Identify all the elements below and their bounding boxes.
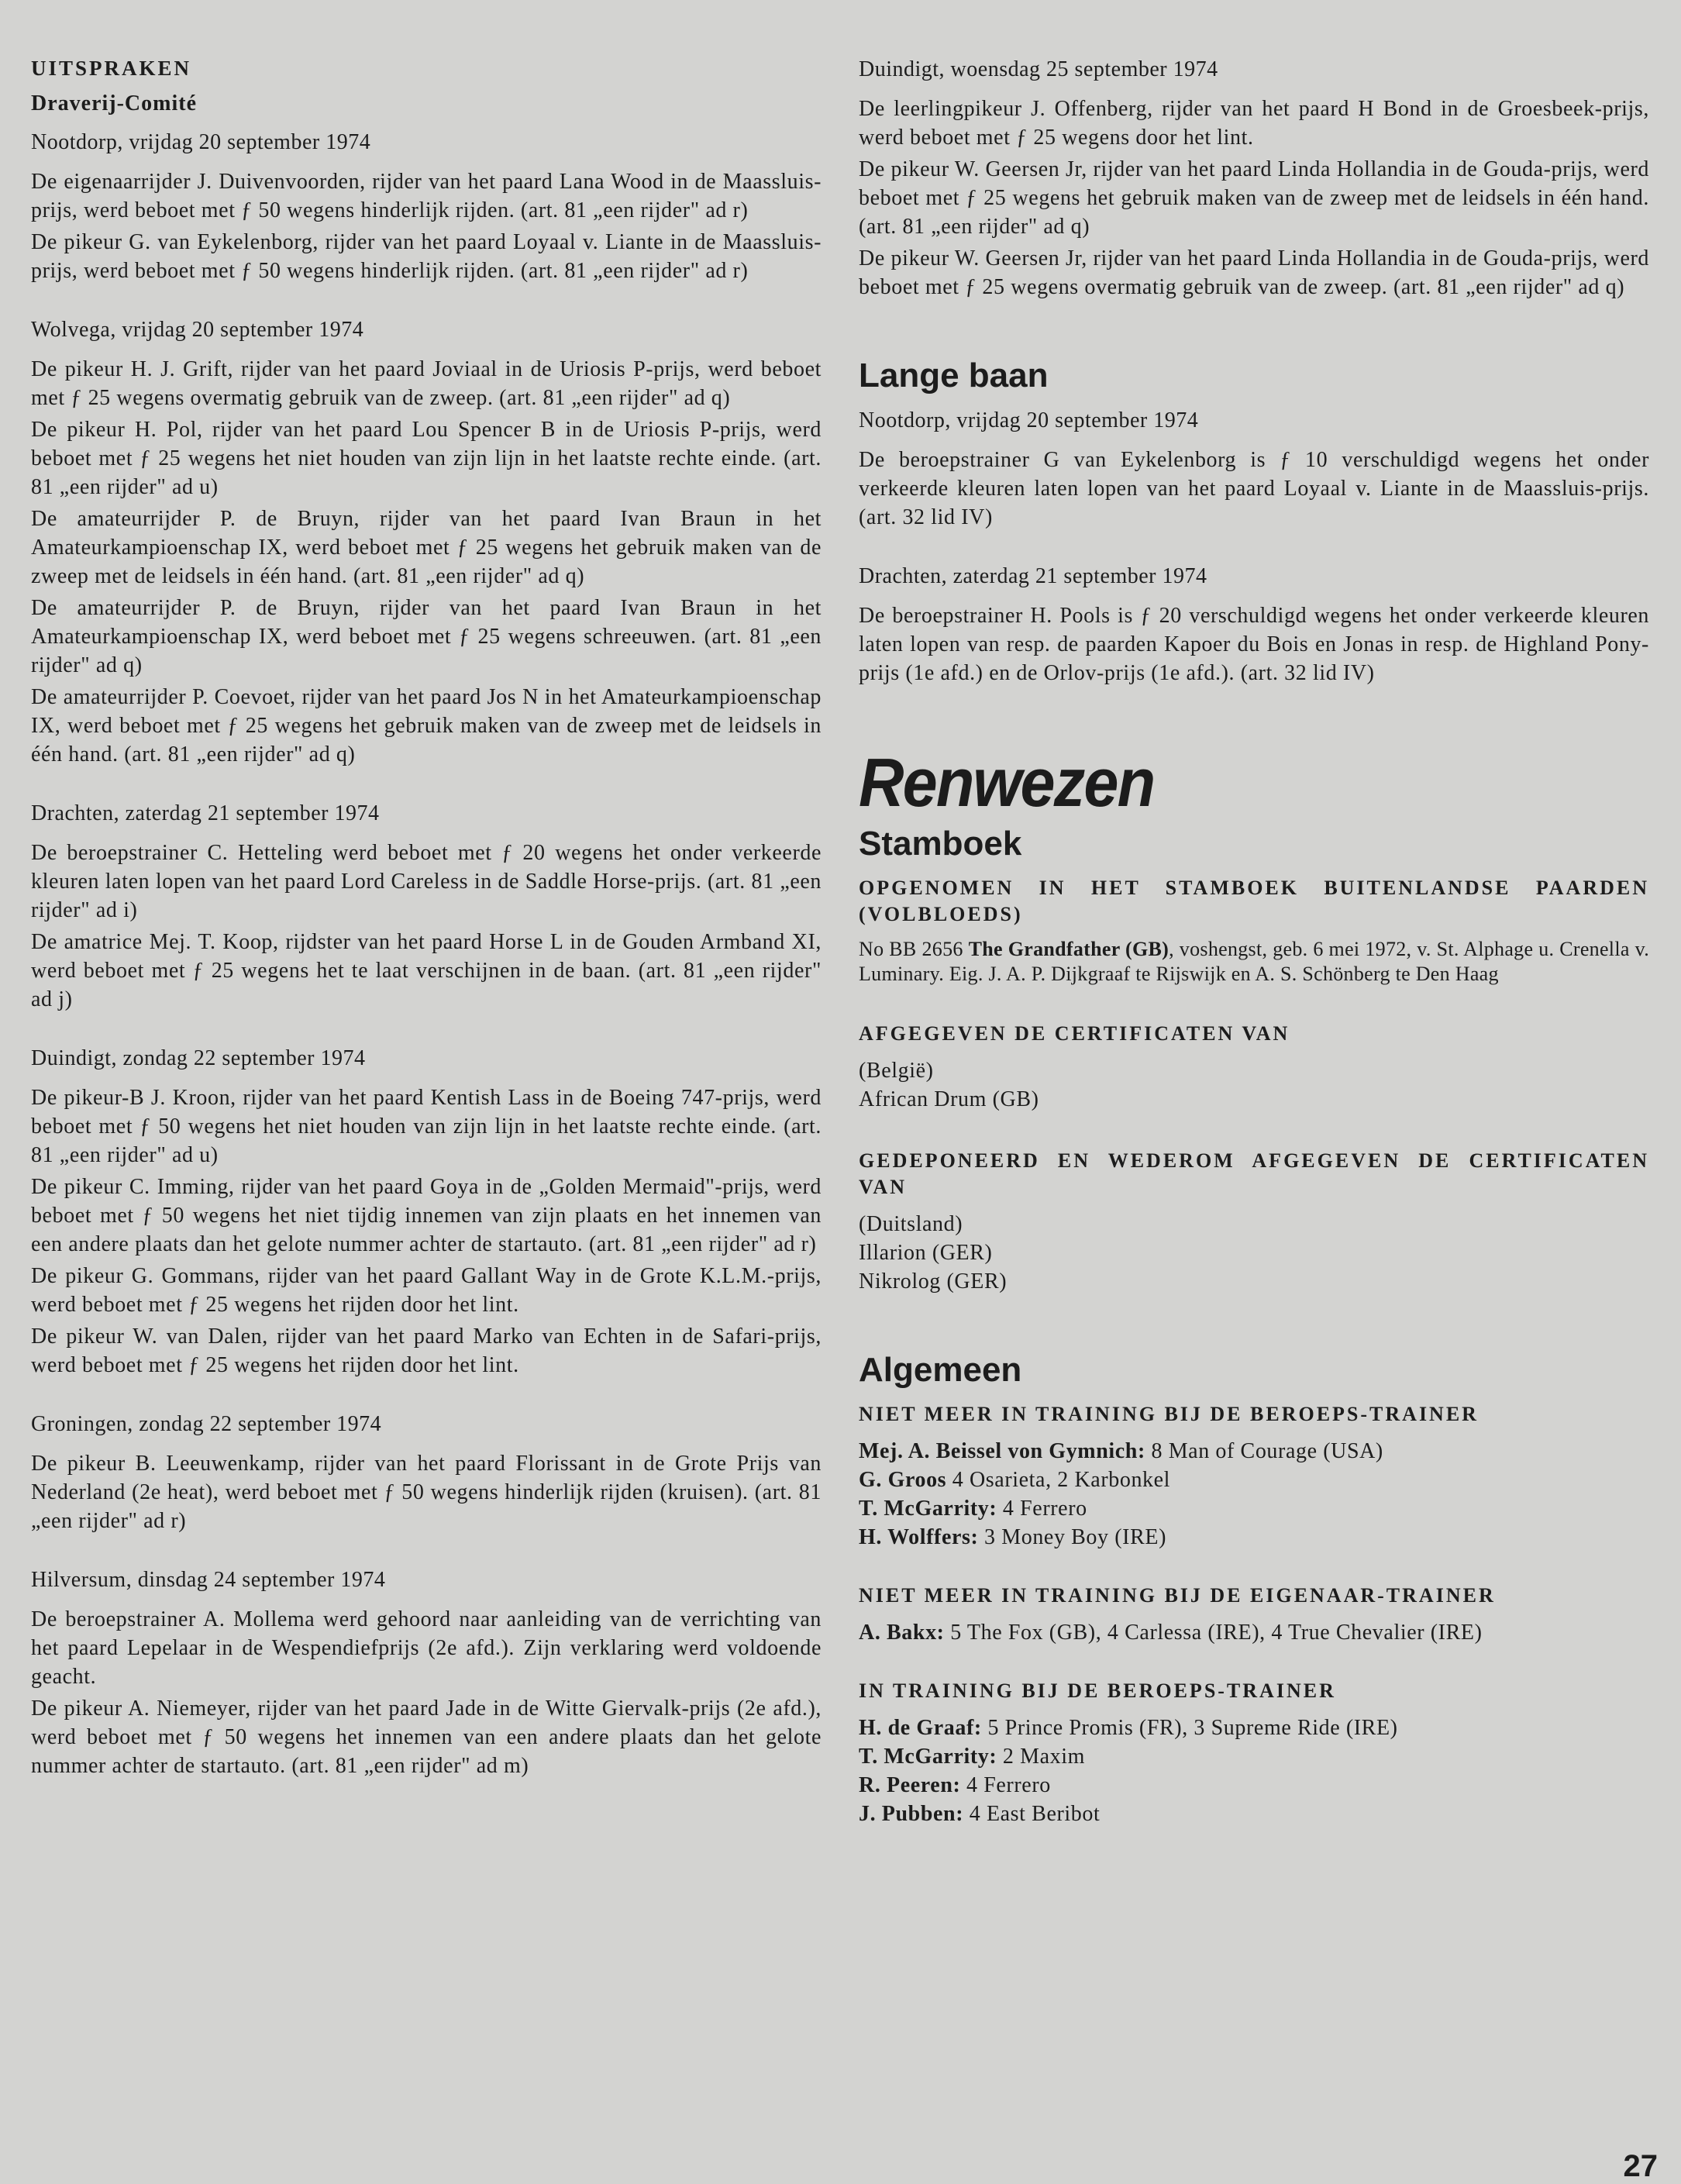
- registration-entry: [859, 937, 1649, 987]
- trainer-line: [859, 1523, 1649, 1552]
- ruling-entry: De leerlingpikeur J. Offenberg, rijder van het paard H Bond in de Groesbeek-prijs, werd beboet met ƒ 25 wegens door het lint.: [859, 97, 1649, 150]
- ruling-entry: De beroepstrainer A. Mollema werd gehoord naar aanleiding van de verrichting van het paard Lepelaar in de Wespendiefprijs (2e afd.). Zijn verklaring werd voldoende geacht.: [31, 1607, 822, 1689]
- horses: 4 Osarieta, 2 Karbonkel: [946, 1468, 1171, 1492]
- ruling-block: [31, 1566, 822, 1780]
- deposited-country: (Duitsland): [859, 1212, 963, 1236]
- ruling-entry: De pikeur G. Gommans, rijder van het paard Gallant Way in de Grote K.L.M.-prijs, werd beboet met ƒ 25 wegens het rijden door het lint.: [31, 1264, 822, 1317]
- ruling-date: Drachten, zaterdag 21 september 1974: [859, 564, 1207, 588]
- ruling-entry: De pikeur B. Leeuwenkamp, rijder van het paard Florissant in de Grote Prijs van Nederland (2e heat), werd beboet met ƒ 50 wegens hinderlijk rijden (kruisen). (art. 81 „een rijder" ad r): [31, 1452, 822, 1533]
- ruling-entry: De amateurrijder P. de Bruyn, rijder van het paard Ivan Braun in het Amateurkampioenschap IX, werd beboet met ƒ 25 wegens schreeuwen. (art. 81 „een rijder" ad q): [31, 596, 822, 677]
- ruling-entry: De beroepstrainer C. Hetteling werd beboet met ƒ 20 wegens het onder verkeerde kleuren laten lopen van het paard Lord Careless in de Saddle Horse-prijs. (art. 81 „een rijder" ad i): [31, 841, 822, 922]
- ruling-block: [31, 1045, 822, 1380]
- right-column: [859, 56, 1649, 1828]
- ruling-date: Duindigt, woensdag 25 september 1974: [859, 57, 1218, 81]
- trainer-name: A. Bakx:: [859, 1621, 945, 1645]
- ruling-entry: De beroepstrainer H. Pools is ƒ 20 verschuldigd wegens het onder verkeerde kleuren laten lopen van resp. de paarden Kapoer du Bois en Jonas in resp. de Highland Pony-prijs (1e afd.) en de Orlov-prijs (1e afd.). (art. 32 lid IV): [859, 604, 1649, 685]
- trainer-line: [859, 1771, 1649, 1800]
- ruling-date: Duindigt, zondag 22 september 1974: [31, 1046, 366, 1070]
- trainer-name: R. Peeren:: [859, 1773, 961, 1797]
- ruling-date: Nootdorp, vrijdag 20 september 1974: [31, 130, 371, 154]
- horse-name: The Grandfather (GB): [968, 938, 1169, 960]
- ruling-entry: De amateurrijder P. Coevoet, rijder van het paard Jos N in het Amateurkampioenschap IX, werd beboet met ƒ 25 wegens het gebruik maken van de zweep met de leidsels in één hand. (art. 81 „een rijder" ad q): [31, 685, 822, 766]
- trainer-name: J. Pubben:: [859, 1802, 964, 1826]
- ruling-block: [31, 1411, 822, 1535]
- ruling-date: Nootdorp, vrijdag 20 september 1974: [859, 408, 1199, 432]
- ruling-entry: De pikeur H. J. Grift, rijder van het paard Joviaal in de Uriosis P-prijs, werd beboet met ƒ 25 wegens overmatig gebruik van de zweep. (art. 81 „een rijder" ad q): [31, 357, 822, 410]
- registered-heading: OPGENOMEN IN HET STAMBOEK BUITENLANDSE PAARDEN (VOLBLOEDS): [859, 877, 1649, 925]
- trainer-name: T. McGarrity:: [859, 1497, 997, 1521]
- ruling-block: [859, 56, 1649, 301]
- ruling-block: [859, 563, 1649, 687]
- ruling-block: [31, 800, 822, 1014]
- ruling-entry: De pikeur W. van Dalen, rijder van het paard Marko van Echten in de Safari-prijs, werd beboet met ƒ 25 wegens het rijden door het lint.: [31, 1325, 822, 1377]
- training-group-heading: NIET MEER IN TRAINING BIJ DE BEROEPS-TRAINER: [859, 1403, 1479, 1425]
- trainer-name: H. Wolffers:: [859, 1525, 979, 1549]
- ruling-entry: De pikeur-B J. Kroon, rijder van het paard Kentish Lass in de Boeing 747-prijs, werd beboet met ƒ 50 wegens het niet houden van zijn lijn in het laatste rechte einde. (art. 81 „een rijder" ad u): [31, 1086, 822, 1167]
- horses: 2 Maxim: [997, 1745, 1086, 1769]
- trainer-name: H. de Graaf:: [859, 1716, 982, 1740]
- ruling-block: [859, 407, 1649, 532]
- ruling-entry: De pikeur G. van Eykelenborg, rijder van het paard Loyaal v. Liante in de Maassluis-prijs, werd beboet met ƒ 50 wegens hinderlijk rijden. (art. 81 „een rijder" ad r): [31, 230, 822, 283]
- horses: 4 Ferrero: [960, 1773, 1051, 1797]
- training-group-heading: NIET MEER IN TRAINING BIJ DE EIGENAAR-TRAINER: [859, 1584, 1496, 1607]
- renwezen-heading: Renwezen: [859, 744, 1155, 821]
- trainer-line: [859, 1742, 1649, 1771]
- horses: 8 Man of Courage (USA): [1145, 1439, 1383, 1463]
- committee-title: Draverij-Comité: [31, 91, 198, 115]
- trainer-line: [859, 1714, 1649, 1742]
- horses: 4 Ferrero: [997, 1497, 1087, 1521]
- trainer-line: [859, 1437, 1649, 1466]
- trainer-name: T. McGarrity:: [859, 1745, 997, 1769]
- ruling-block: [31, 316, 822, 769]
- ruling-entry: De beroepstrainer G van Eykelenborg is ƒ 10 verschuldigd wegens het onder verkeerde kleuren laten lopen van het paard Loyaal v. Liante in de Maassluis-prijs. (art. 32 lid IV): [859, 448, 1649, 529]
- certificate-country: (België): [859, 1059, 934, 1083]
- ruling-entry: De amatrice Mej. T. Koop, rijdster van het paard Horse L in de Gouden Armband XI, werd beboet met ƒ 25 wegens het te laat verschijnen in de baan. (art. 81 „een rijder" ad j): [31, 930, 822, 1011]
- ruling-entry: De amateurrijder P. de Bruyn, rijder van het paard Ivan Braun in het Amateurkampioenschap IX, werd beboet met ƒ 25 wegens het gebruik maken van de zweep met de leidsels in één hand. (art. 81 „een rijder" ad q): [31, 507, 822, 588]
- ruling-entry: De pikeur H. Pol, rijder van het paard Lou Spencer B in de Uriosis P-prijs, werd beboet met ƒ 25 wegens het niet houden van zijn lijn in het laatste rechte einde. (art. 81 „een rijder" ad u): [31, 418, 822, 499]
- ruling-entry: De pikeur W. Geersen Jr, rijder van het paard Linda Hollandia in de Gouda-prijs, werd beboet met ƒ 25 wegens het gebruik maken van de zweep met de leidsels in één hand. (art. 81 „een rijder" ad q): [859, 157, 1649, 239]
- algemeen-heading: Algemeen: [859, 1351, 1022, 1389]
- registration-details: , voshengst, geb. 6 mei 1972, v. St. Alphage u. Crenella v. Luminary. Eig. J. A. P. Dijkgraaf te Rijswijk en A. S. Schönberg te Den Haag: [859, 938, 1650, 985]
- ruling-entry: De eigenaarrijder J. Duivenvoorden, rijder van het paard Lana Wood in de Maassluis-prijs, werd beboet met ƒ 50 wegens hinderlijk rijden. (art. 81 „een rijder" ad r): [31, 170, 822, 222]
- trainer-line: [859, 1466, 1649, 1494]
- trainer-line: [859, 1618, 1649, 1647]
- trainer-line: [859, 1800, 1649, 1828]
- ruling-block: [31, 129, 822, 285]
- trainer-name: G. Groos: [859, 1468, 947, 1492]
- ruling-entry: De pikeur A. Niemeyer, rijder van het paard Jade in de Witte Giervalk-prijs (2e afd.), werd beboet met ƒ 50 wegens het innemen van een andere plaats dan het gelote nummer achter de startauto. (art. 81 „een rijder" ad m): [31, 1697, 822, 1778]
- deposited-horse: Nikrolog (GER): [859, 1269, 1008, 1294]
- deposited-horse: Illarion (GER): [859, 1241, 993, 1265]
- certificate-horse: African Drum (GB): [859, 1087, 1039, 1111]
- trainer-name: Mej. A. Beissel von Gymnich:: [859, 1439, 1145, 1463]
- ruling-date: Hilversum, dinsdag 24 september 1974: [31, 1568, 386, 1592]
- deposited-heading: GEDEPONEERD EN WEDEROM AFGEGEVEN DE CERTIFICATEN VAN: [859, 1149, 1649, 1198]
- registration-number: No BB 2656: [859, 938, 969, 960]
- page-number: 27: [1623, 2149, 1658, 2183]
- training-group-heading: IN TRAINING BIJ DE BEROEPS-TRAINER: [859, 1679, 1336, 1702]
- ruling-entry: De pikeur C. Imming, rijder van het paard Goya in de „Golden Mermaid"-prijs, werd beboet met ƒ 50 wegens het niet tijdig innemen van zijn plaats en het innemen van een andere plaats dan het gelote nummer achter de startauto. (art. 81 „een rijder" ad r): [31, 1175, 822, 1256]
- horses: 3 Money Boy (IRE): [978, 1525, 1166, 1549]
- section-label: UITSPRAKEN: [31, 57, 192, 80]
- ruling-entry: De pikeur W. Geersen Jr, rijder van het paard Linda Hollandia in de Gouda-prijs, werd beboet met ƒ 25 wegens overmatig gebruik van de zweep. (art. 81 „een rijder" ad q): [859, 246, 1649, 299]
- lange-baan-heading: Lange baan: [859, 357, 1049, 394]
- horses: 4 East Beribot: [963, 1802, 1101, 1826]
- horses: 5 The Fox (GB), 4 Carlessa (IRE), 4 True Chevalier (IRE): [944, 1621, 1483, 1645]
- ruling-date: Drachten, zaterdag 21 september 1974: [31, 801, 380, 825]
- trainer-line: [859, 1494, 1649, 1523]
- stamboek-heading: Stamboek: [859, 825, 1022, 863]
- ruling-date: Groningen, zondag 22 september 1974: [31, 1412, 382, 1436]
- horses: 5 Prince Promis (FR), 3 Supreme Ride (IRE): [981, 1716, 1398, 1740]
- certificates-heading: AFGEGEVEN DE CERTIFICATEN VAN: [859, 1022, 1290, 1045]
- ruling-date: Wolvega, vrijdag 20 september 1974: [31, 318, 364, 342]
- left-column: [31, 54, 822, 1811]
